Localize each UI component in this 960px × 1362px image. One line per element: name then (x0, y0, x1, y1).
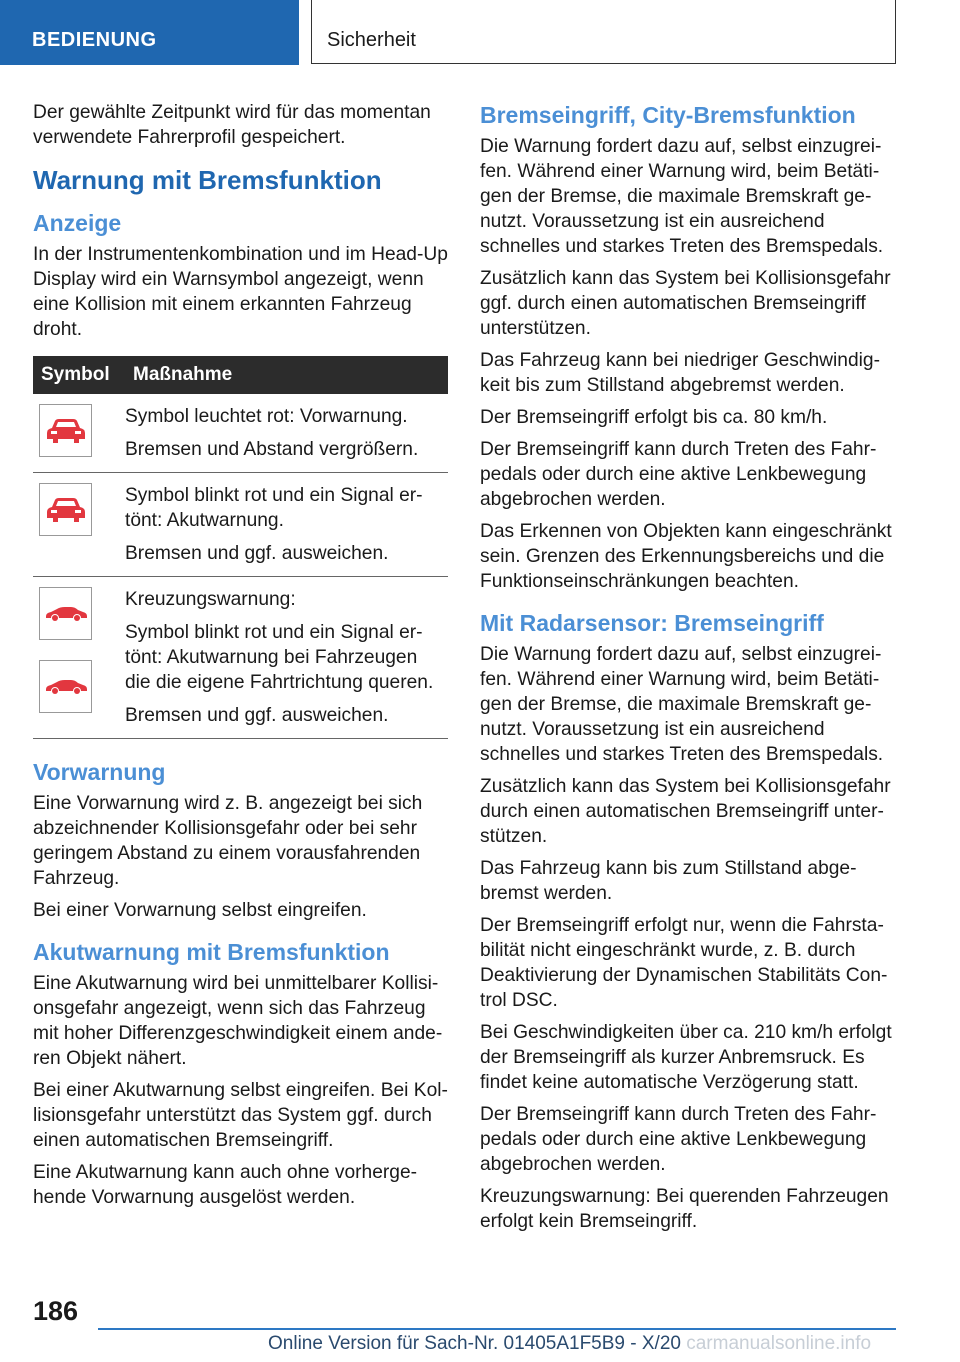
city-brake-text: Das Fahrzeug kann bei niedriger Geschwindigkeit bis zum Stillstand abgebremst werden. (480, 350, 880, 396)
row-text: Symbol leuchtet rot: Vorwarnung. (125, 406, 408, 427)
vorwarnung-heading: Vorwarnung (33, 759, 166, 785)
vorwarnung-text: Eine Vorwarnung wird z. B. angezeigt bei sich abzeichnender Kollisionsgefahr oder bei sehr geringem Abstand zu einem vorausfahrenden Fahrzeug. (33, 793, 423, 889)
radar-brake-text: Der Bremseingriff kann durch Treten des Fahrpedals oder durch eine aktive Lenkbewegung abgebrochen werden. (480, 1104, 877, 1175)
front-collision-warning-icon (39, 483, 92, 536)
anzeige-heading: Anzeige (33, 210, 122, 236)
section-label: BEDIENUNG (32, 29, 157, 51)
front-collision-warning-icon (39, 404, 92, 457)
radar-brake-text: Kreuzungswarnung: Bei querenden Fahrzeugen erfolgt kein Bremseingriff. (480, 1186, 889, 1232)
row-text: Symbol blinkt rot und ein Signal ertönt: Akutwarnung bei Fahrzeugen die die eigene Fahrtrichtung queren. (125, 622, 434, 693)
main-heading: Warnung mit Bremsfunktion (33, 165, 382, 195)
chapter-header (311, 0, 896, 64)
row-text: Bremsen und ggf. ausweichen. (125, 705, 389, 726)
akutwarnung-text: Eine Akutwarnung wird bei unmittelbarer Kollisionsgefahr angezeigt, wenn sich das Fahrzeug mit hoher Differenzgeschwindigkeit einem anderen Objekt nähert. (33, 973, 443, 1069)
city-brake-text: Das Erkennen von Objekten kann eingeschränkt sein. Grenzen des Erkennungsbereichs und die Funktionseinschränkungen beachten. (480, 521, 892, 592)
table-row (33, 473, 448, 577)
akutwarnung-text: Bei einer Akutwarnung selbst eingreifen. Bei Kollisionsgefahr unterstützt das System ggf. durch einen automatischen Bremseingriff. (33, 1080, 448, 1151)
radar-brake-text: Die Warnung fordert dazu auf, selbst einzugreifen. Während einer Warnung wird, beim Betätigen der Bremse, die maximale Bremskraft genutzt. Voraussetzung ist ein ausreichend schnelles und starkes Treten des Bremspedals. (480, 644, 884, 765)
cross-traffic-warning-icon (39, 660, 92, 713)
right-column (480, 100, 896, 1241)
anzeige-text: In der Instrumentenkombination und im Head-Up Display wird ein Warnsymbol angezeigt, wenn eine Kollision mit einem erkannten Fahrzeug droht. (33, 244, 448, 340)
table-row (33, 394, 448, 473)
city-brake-text: Die Warnung fordert dazu auf, selbst einzugreifen. Während einer Warnung wird, beim Betätigen der Bremse, die maximale Bremskraft genutzt. Voraussetzung ist ein ausreichend schnelles und starkes Treten des Bremspedals. (480, 136, 884, 257)
chapter-title: Sicherheit (327, 29, 416, 51)
city-brake-text: Der Bremseingriff erfolgt bis ca. 80 km/h. (480, 407, 828, 428)
row-text: Kreuzungswarnung: (125, 589, 296, 610)
row-text: Bremsen und Abstand vergrößern. (125, 439, 419, 460)
row-text: Symbol blinkt rot und ein Signal ertönt: Akutwarnung. (125, 485, 423, 531)
footer-online-version (268, 1333, 871, 1355)
radar-brake-heading: Mit Radarsensor: Bremseingriff (480, 610, 824, 636)
city-brake-text: Der Bremseingriff kann durch Treten des Fahrpedals oder durch eine aktive Lenkbewegung abgebrochen werden. (480, 439, 877, 510)
akutwarnung-text: Eine Akutwarnung kann auch ohne vorhergehende Vorwarnung ausgelöst werden. (33, 1162, 418, 1208)
vorwarnung-text: Bei einer Vorwarnung selbst eingreifen. (33, 900, 367, 921)
left-column (33, 100, 448, 1217)
section-tab (0, 0, 299, 65)
watermark-text: carmanualsonline.info (686, 1333, 872, 1354)
cross-traffic-warning-icon (39, 587, 92, 640)
table-row (33, 577, 448, 739)
action-column-header: Maßnahme (125, 356, 448, 394)
radar-brake-text: Zusätzlich kann das System bei Kollisionsgefahr durch einen automatischen Bremseingriff unterstützen. (480, 776, 891, 847)
symbol-column-header: Symbol (33, 356, 125, 394)
intro-paragraph: Der gewählte Zeitpunkt wird für das momentan verwendete Fahrerprofil gespeichert. (33, 102, 431, 148)
city-brake-heading: Bremseingriff, City-Bremsfunktion (480, 102, 856, 128)
city-brake-text: Zusätzlich kann das System bei Kollisionsgefahr ggf. durch einen automatischen Bremseingriff unterstützen. (480, 268, 891, 339)
online-version-text: Online Version für Sach-Nr. 01405A1F5B9 - X/20 (268, 1333, 681, 1354)
radar-brake-text: Der Bremseingriff erfolgt nur, wenn die Fahrstabilität nicht eingeschränkt wurde, z. B. durch Deaktivierung der Dynamischen Stabilitäts Control DSC. (480, 915, 888, 1011)
radar-brake-text: Das Fahrzeug kann bis zum Stillstand abgebremst werden. (480, 858, 857, 904)
akutwarnung-heading: Akutwarnung mit Bremsfunktion (33, 939, 390, 965)
page-number: 186 (33, 1296, 79, 1326)
radar-brake-text: Bei Geschwindigkeiten über ca. 210 km/h erfolgt der Bremseingriff als kurzer Anbremsruck. Es findet keine automatische Verzögerung statt. (480, 1022, 892, 1093)
row-text: Bremsen und ggf. ausweichen. (125, 543, 389, 564)
symbol-table (33, 356, 448, 739)
footer-divider (98, 1328, 896, 1330)
